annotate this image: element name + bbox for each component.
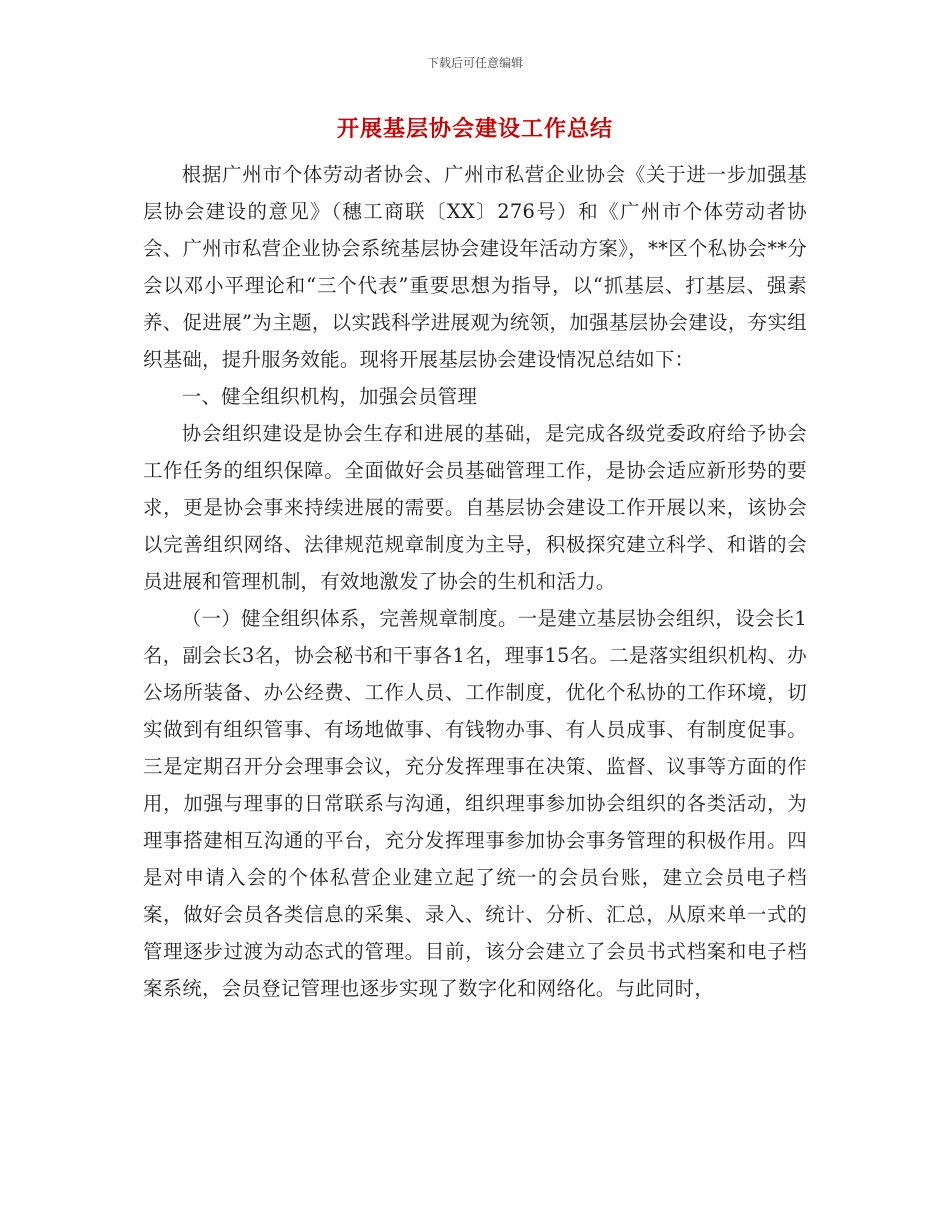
header-note: 下载后可任意编辑 xyxy=(426,56,523,70)
document-title: 开展基层协会建设工作总结 xyxy=(336,116,613,142)
paragraph-section-1: 协会组织建设是协会生存和进展的基础，是完成各级党委政府给予协会工作任务的组织保障。全面做好会员基础管理工作，是协会适应新形势的要求，更是协会事来持续进展的需要。自基层协会建设工作开展以来，该协会以完善组织网络、法律规范规章制度为主导，积极探究建立科学、和谐的会员进展和管理机制，有效地激发了协会的生机和活力。 xyxy=(143,422,807,593)
section-heading-1: 一、健全组织机构，加强会员管理 xyxy=(181,385,478,408)
paragraph-subsection-1: （一）健全组织体系，完善规章制度。一是建立基层协会组织，设会长1名，副会长3名，协会秘书和干事各1名，理事15名。二是落实组织机构、办公场所装备、办公经费、工作人员、工作制度，优化个私协的工作环境，切实做到有组织管事、有场地做事、有钱物办事、有人员成事、有制度促事。三是定期召开分会理事会议，充分发挥理事在决策、监督、议事等方面的作用，加强与理事的日常联系与沟通，组织理事参加协会组织的各类活动，为理事搭建相互沟通的平台，充分发挥理事参加协会事务管理的积极作用。四是对申请入会的个体私营企业建立起了统一的会员台账，建立会员电子档案，做好会员各类信息的采集、录入、统计、分析、汇总，从原来单一式的管理逐步过渡为动态式的管理。目前，该分会建立了会员书式档案和电子档案系统，会员登记管理也逐步实现了数字化和网络化。与此同时， xyxy=(143,607,807,1000)
document-body xyxy=(143,156,807,1007)
paragraph-intro: 根据广州市个体劳动者协会、广州市私营企业协会《关于进一步加强基层协会建设的意见》（穗工商联〔XX〕276号）和《广州市个体劳动者协会、广州市私营企业协会系统基层协会建设年活动方案》，**区个私协会**分会以邓小平理论和“三个代表”重要思想为指导，以“抓基层、打基层、强素养、促进展”为主题，以实践科学进展观为统领，加强基层协会建设，夯实组织基础，提升服务效能。现将开展基层协会建设情况总结如下： xyxy=(143,163,807,371)
